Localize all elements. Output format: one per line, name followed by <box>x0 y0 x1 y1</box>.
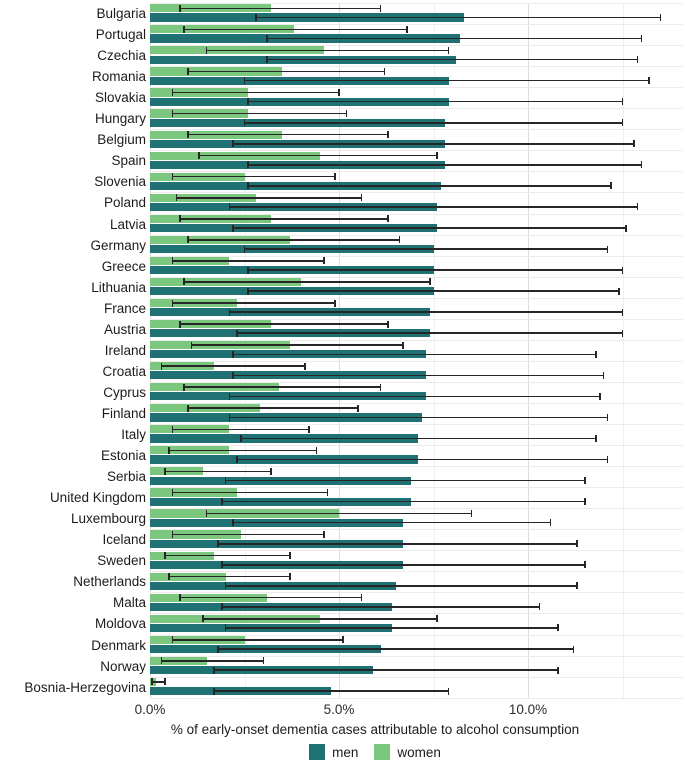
error-bar <box>180 8 380 10</box>
error-bar <box>229 417 607 419</box>
error-bar <box>207 50 449 52</box>
error-bar-cap <box>187 405 189 412</box>
error-bar-cap <box>380 5 382 12</box>
error-bar-cap <box>308 426 310 433</box>
row-separator <box>150 424 683 425</box>
error-bar-cap <box>361 594 363 601</box>
error-bar-cap <box>240 435 242 442</box>
category-label: Slovakia <box>94 90 146 106</box>
legend-label-women: women <box>397 744 441 760</box>
legend-entry-men <box>309 744 358 760</box>
legend <box>65 744 685 760</box>
category-label: Cyprus <box>103 384 146 400</box>
category-label: Denmark <box>91 637 146 653</box>
category-label: Hungary <box>94 111 146 127</box>
error-bar-cap <box>323 257 325 264</box>
category-label: Netherlands <box>73 574 146 590</box>
error-bar <box>176 197 361 199</box>
error-bar <box>226 480 585 482</box>
error-bar-cap <box>357 405 359 412</box>
row-separator <box>150 571 683 572</box>
error-bar-cap <box>584 477 586 484</box>
error-bar <box>218 648 573 650</box>
error-bar-cap <box>164 678 166 685</box>
error-bar-cap <box>229 203 231 210</box>
error-bar-cap <box>232 519 234 526</box>
error-bar <box>169 576 290 578</box>
error-bar <box>173 534 324 536</box>
category-label: Malta <box>112 595 146 611</box>
error-bar-cap <box>229 393 231 400</box>
category-label: Greece <box>101 258 146 274</box>
error-bar-cap <box>387 131 389 138</box>
error-bar-cap <box>436 615 438 622</box>
category-label: Latvia <box>109 216 146 232</box>
error-bar-cap <box>304 363 306 370</box>
error-bar-cap <box>471 510 473 517</box>
error-bar <box>184 29 407 31</box>
error-bar-cap <box>266 56 268 63</box>
error-bar-cap <box>172 257 174 264</box>
error-bar-cap <box>172 426 174 433</box>
error-bar-cap <box>595 435 597 442</box>
error-bar <box>203 618 437 620</box>
error-bar-cap <box>648 77 650 84</box>
category-label: Iceland <box>102 532 146 548</box>
legend-label-men: men <box>332 744 359 760</box>
x-axis-title: % of early-onset dementia cases attributable to alcohol consumption <box>170 722 580 737</box>
gridline-minor <box>623 3 624 698</box>
error-bar-cap <box>622 98 624 105</box>
error-bar <box>188 407 358 409</box>
error-bar-cap <box>168 573 170 580</box>
error-bar-cap <box>361 194 363 201</box>
error-bar <box>173 639 343 641</box>
error-bar-cap <box>187 236 189 243</box>
row-separator <box>150 677 683 678</box>
error-bar <box>173 429 309 431</box>
row-separator <box>150 256 683 257</box>
error-bar-cap <box>232 372 234 379</box>
error-bar-cap <box>179 215 181 222</box>
error-bar-cap <box>557 667 559 674</box>
error-bar <box>248 164 641 166</box>
error-bar-cap <box>289 573 291 580</box>
error-bar-cap <box>607 456 609 463</box>
error-bar-cap <box>334 300 336 307</box>
error-bar <box>169 450 316 452</box>
gridline-minor <box>434 3 435 698</box>
error-bar-cap <box>183 26 185 33</box>
error-bar-cap <box>236 456 238 463</box>
error-bar <box>233 522 551 524</box>
error-bar-cap <box>289 552 291 559</box>
error-bar-cap <box>172 300 174 307</box>
category-label: Finland <box>101 405 146 421</box>
error-bar-cap <box>221 498 223 505</box>
error-bar-cap <box>247 288 249 295</box>
error-bar-cap <box>384 68 386 75</box>
category-label: Estonia <box>100 448 146 464</box>
error-bar <box>226 627 559 629</box>
error-bar-cap <box>151 678 153 685</box>
category-label: Bosnia-Herzegovina <box>24 679 146 695</box>
error-bar-cap <box>202 615 204 622</box>
error-bar-cap <box>172 110 174 117</box>
error-bar-cap <box>206 47 208 54</box>
error-bar-cap <box>179 5 181 12</box>
error-bar <box>173 302 336 304</box>
error-bar-cap <box>380 384 382 391</box>
error-bar-cap <box>595 351 597 358</box>
category-label: Italy <box>121 427 146 442</box>
error-bar <box>222 606 540 608</box>
category-label: Poland <box>103 195 146 211</box>
error-bar-cap <box>183 278 185 285</box>
error-bar <box>214 669 558 671</box>
category-label: Lithuania <box>91 279 146 295</box>
row-separator <box>150 445 683 446</box>
x-tick-label: 5.0% <box>323 702 355 717</box>
error-bar-cap <box>168 447 170 454</box>
error-bar-cap <box>247 161 249 168</box>
error-bar <box>173 113 347 115</box>
error-bar-cap <box>607 246 609 253</box>
error-bar-cap <box>316 447 318 454</box>
category-label: Serbia <box>106 469 146 485</box>
error-bar <box>233 375 603 377</box>
error-bar <box>207 513 472 515</box>
error-bar-cap <box>164 552 166 559</box>
legend-swatch-men <box>309 744 325 760</box>
error-bar-cap <box>327 489 329 496</box>
error-bar <box>248 185 611 187</box>
error-bar-cap <box>576 540 578 547</box>
x-tick-label: 0.0% <box>134 702 166 717</box>
error-bar-cap <box>198 152 200 159</box>
error-bar <box>173 492 328 494</box>
error-bar-cap <box>334 173 336 180</box>
error-bar <box>237 459 607 461</box>
error-bar-cap <box>217 540 219 547</box>
error-bar <box>184 386 381 388</box>
error-bar-cap <box>557 624 559 631</box>
error-bar-cap <box>179 594 181 601</box>
error-bar-cap <box>550 519 552 526</box>
error-bar <box>218 543 577 545</box>
error-bar <box>241 438 596 440</box>
error-bar-cap <box>607 414 609 421</box>
error-bar-cap <box>448 688 450 695</box>
error-bar-cap <box>342 636 344 643</box>
error-bar <box>229 206 637 208</box>
error-bar-cap <box>618 288 620 295</box>
error-bar-cap <box>247 182 249 189</box>
category-label: Germany <box>90 237 146 253</box>
error-bar-cap <box>221 603 223 610</box>
error-bar <box>173 92 339 94</box>
error-bar <box>245 248 608 250</box>
error-bar-cap <box>641 161 643 168</box>
error-bar-cap <box>229 309 231 316</box>
error-bar-cap <box>232 140 234 147</box>
error-bar <box>173 176 336 178</box>
error-bar <box>248 290 618 292</box>
error-bar-cap <box>161 363 163 370</box>
error-bar-cap <box>610 182 612 189</box>
error-bar-cap <box>161 657 163 664</box>
error-bar <box>267 38 641 40</box>
error-bar-cap <box>603 372 605 379</box>
error-bar-cap <box>622 330 624 337</box>
row-separator <box>150 698 683 699</box>
error-bar-cap <box>247 98 249 105</box>
row-separator <box>150 361 683 362</box>
error-bar-cap <box>172 489 174 496</box>
error-bar-cap <box>266 35 268 42</box>
error-bar-cap <box>622 119 624 126</box>
error-bar <box>233 354 596 356</box>
error-bar-cap <box>599 393 601 400</box>
error-bar-cap <box>399 236 401 243</box>
error-bar <box>233 227 626 229</box>
error-bar-cap <box>270 468 272 475</box>
error-bar <box>248 101 622 103</box>
error-bar <box>188 239 400 241</box>
error-bar-cap <box>387 321 389 328</box>
error-bar-cap <box>576 582 578 589</box>
error-bar <box>222 564 585 566</box>
category-label: Bulgaria <box>96 6 146 21</box>
error-bar <box>192 344 404 346</box>
error-bar-cap <box>206 510 208 517</box>
error-bar <box>226 585 578 587</box>
error-bar-cap <box>232 225 234 232</box>
row-separator <box>150 466 683 467</box>
error-bar <box>188 134 388 136</box>
error-bar-cap <box>225 477 227 484</box>
error-bar-cap <box>191 342 193 349</box>
error-bar-cap <box>225 624 227 631</box>
error-bar-cap <box>187 68 189 75</box>
category-label: France <box>103 300 146 316</box>
category-label: Spain <box>111 153 146 169</box>
category-label: Czechia <box>97 48 146 64</box>
error-bar-cap <box>641 35 643 42</box>
error-bar-cap <box>172 531 174 538</box>
error-bar-cap <box>406 26 408 33</box>
error-bar-cap <box>338 89 340 96</box>
error-bar <box>229 311 622 313</box>
error-bar <box>180 597 361 599</box>
error-bar <box>267 59 637 61</box>
error-bar-cap <box>448 47 450 54</box>
error-bar <box>248 269 622 271</box>
error-bar-cap <box>236 330 238 337</box>
error-bar-cap <box>660 14 662 21</box>
error-bar-cap <box>323 531 325 538</box>
legend-entry-women <box>374 744 441 760</box>
category-label: United Kingdom <box>49 490 146 506</box>
row-separator <box>150 550 683 551</box>
error-bar <box>180 218 388 220</box>
category-label: Sweden <box>97 553 146 569</box>
error-bar <box>188 71 385 73</box>
error-bar <box>180 323 388 325</box>
error-bar-cap <box>622 267 624 274</box>
category-label: Moldova <box>94 616 146 632</box>
row-separator <box>150 656 683 657</box>
category-label: Romania <box>91 69 146 85</box>
error-bar-cap <box>402 342 404 349</box>
error-bar <box>229 396 599 398</box>
error-bar-cap <box>176 194 178 201</box>
error-bar-cap <box>213 667 215 674</box>
error-bar-cap <box>247 267 249 274</box>
error-bar-cap <box>539 603 541 610</box>
error-bar-cap <box>172 636 174 643</box>
error-bar-cap <box>179 321 181 328</box>
error-bar <box>161 660 263 662</box>
error-bar-cap <box>625 225 627 232</box>
legend-swatch-women <box>374 744 390 760</box>
error-bar-cap <box>244 246 246 253</box>
error-bar <box>245 122 623 124</box>
error-bar-cap <box>263 657 265 664</box>
error-bar-cap <box>217 646 219 653</box>
error-bar <box>161 365 305 367</box>
error-bar-cap <box>187 131 189 138</box>
category-label: Portugal <box>95 27 146 43</box>
error-bar-cap <box>172 89 174 96</box>
category-label: Norway <box>100 658 146 674</box>
error-bar <box>152 681 165 683</box>
error-bar-cap <box>172 173 174 180</box>
error-bar-cap <box>183 384 185 391</box>
error-bar-cap <box>622 309 624 316</box>
error-bar-cap <box>584 498 586 505</box>
error-bar-cap <box>213 688 215 695</box>
gridline-major <box>528 3 529 698</box>
error-bar-cap <box>244 119 246 126</box>
plot-area <box>150 3 683 698</box>
error-bar <box>233 143 634 145</box>
error-bar <box>222 501 585 503</box>
error-bar-cap <box>164 468 166 475</box>
error-bar-cap <box>255 14 257 21</box>
error-bar-cap <box>637 203 639 210</box>
error-bar-cap <box>225 582 227 589</box>
error-bar <box>237 332 623 334</box>
category-label: Ireland <box>104 342 146 358</box>
error-bar <box>256 17 660 19</box>
category-label: Luxembourg <box>70 511 146 527</box>
error-bar-cap <box>584 561 586 568</box>
error-bar-cap <box>633 140 635 147</box>
category-label: Croatia <box>102 363 146 379</box>
error-bar <box>165 471 271 473</box>
error-bar <box>199 155 437 157</box>
error-bar-cap <box>244 77 246 84</box>
error-bar <box>214 690 448 692</box>
error-bar-cap <box>221 561 223 568</box>
category-label: Slovenia <box>94 174 146 190</box>
category-label: Austria <box>103 321 146 337</box>
error-bar-cap <box>387 215 389 222</box>
error-bar-cap <box>229 414 231 421</box>
error-bar <box>245 80 649 82</box>
error-bar-cap <box>436 152 438 159</box>
category-label: Belgium <box>97 132 146 148</box>
error-bar-cap <box>573 646 575 653</box>
error-bar <box>173 260 324 262</box>
error-bar-cap <box>637 56 639 63</box>
error-bar <box>165 555 290 557</box>
error-bar-cap <box>232 351 234 358</box>
x-tick-label: 10.0% <box>508 702 548 717</box>
error-bar-cap <box>346 110 348 117</box>
error-bar-cap <box>429 278 431 285</box>
error-bar <box>184 281 430 283</box>
